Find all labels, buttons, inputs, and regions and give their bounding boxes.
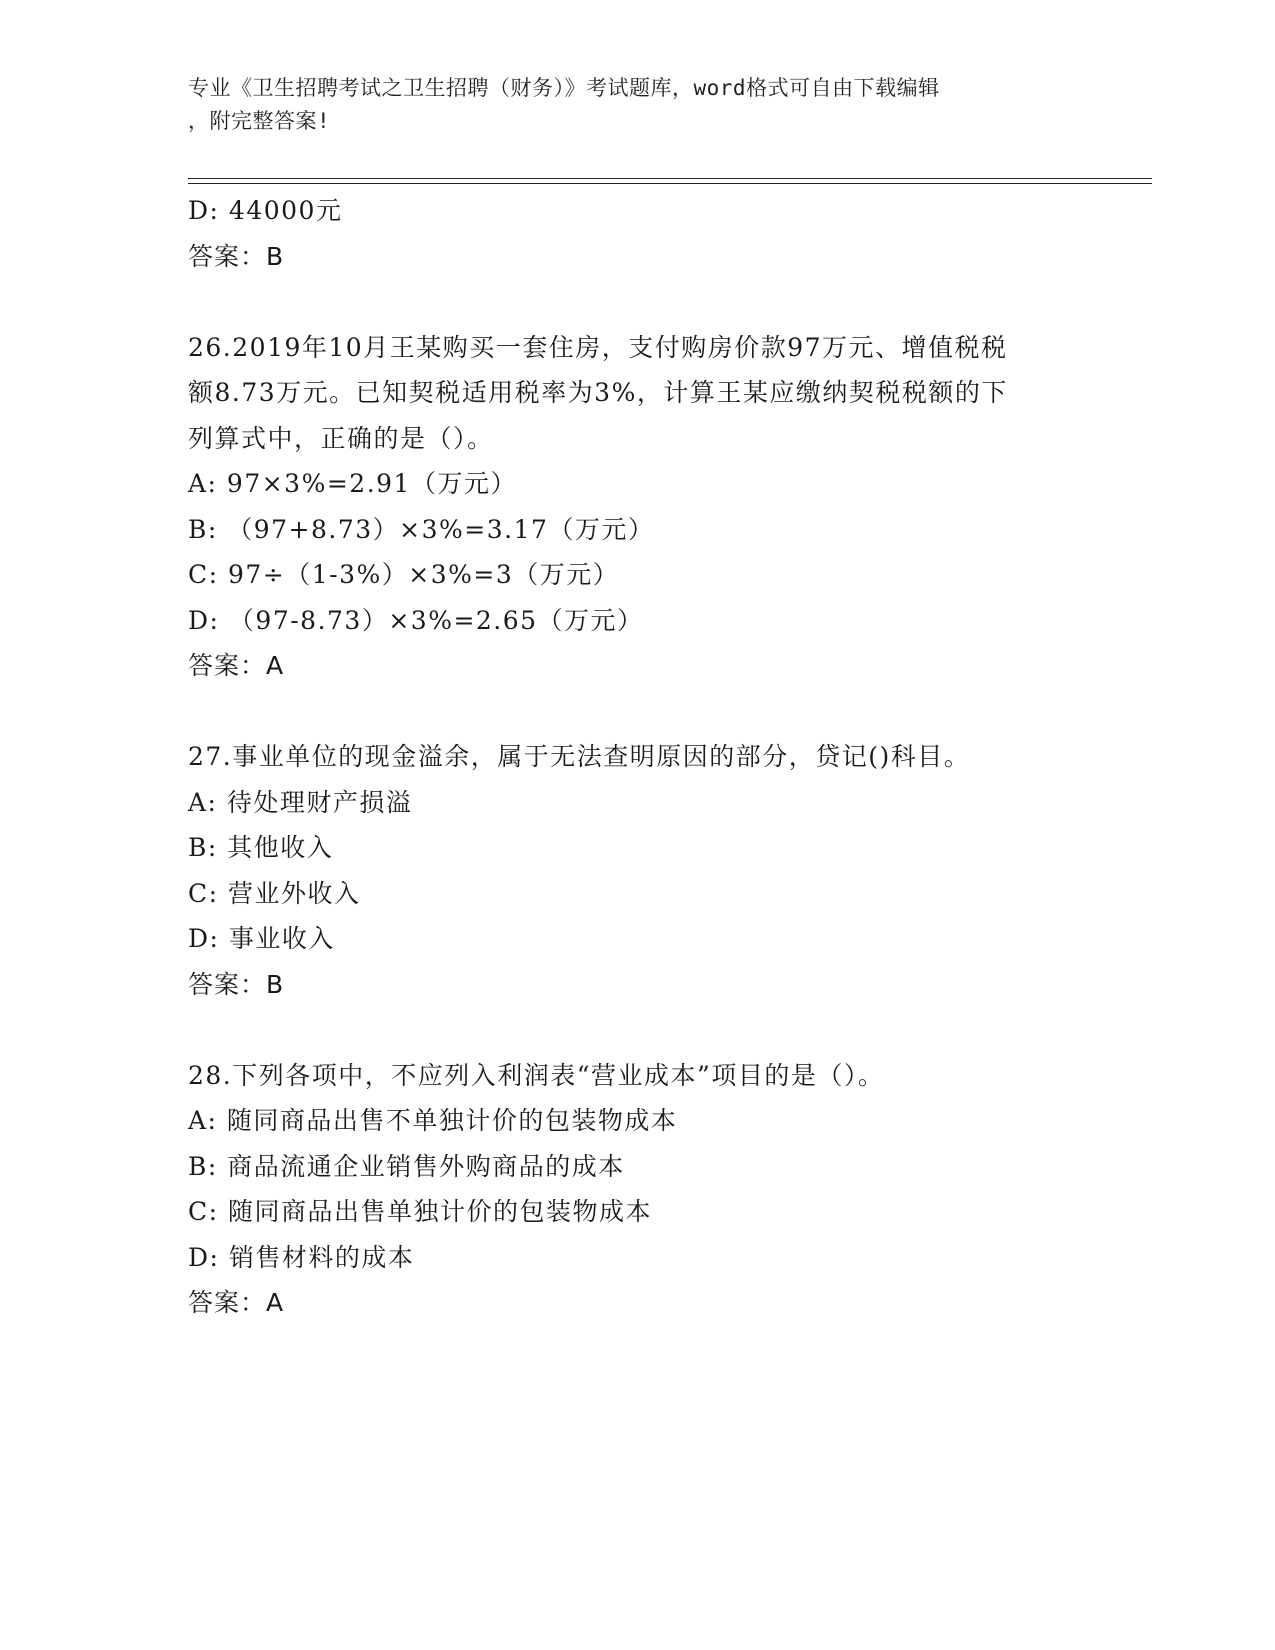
option-d: D: 事业收入 — [188, 924, 335, 953]
carryover-option-d: D: 44000元 — [188, 196, 343, 225]
spacer — [188, 1007, 1088, 1053]
option-c: C: 营业外收入 — [188, 878, 361, 908]
document-body — [188, 188, 1088, 1326]
question-stem-line: 28.下列各项中，不应列入利润表“营业成本”项目的是（）。 — [188, 1060, 885, 1090]
question-stem-line: 列算式中，正确的是（）。 — [188, 423, 494, 453]
option-a: A: 97×3%=2.91（万元） — [188, 469, 517, 498]
option-d: D: 销售材料的成本 — [188, 1242, 415, 1272]
header-rule-thin — [188, 183, 1152, 184]
spacer — [188, 279, 1088, 325]
question-stem-line: 26.2019年10月王某购买一套住房，支付购房价款97万元、增值税税 — [188, 332, 1008, 362]
option-b: B: 其他收入 — [188, 833, 334, 862]
question-answer: 答案：A — [188, 651, 285, 680]
header-rule-thick — [188, 178, 1152, 179]
header-title-line: 专业《卫生招聘考试之卫生招聘（财务）》考试题库，word格式可自由下载编辑 — [188, 76, 940, 100]
option-d: D: （97-8.73）×3%=2.65（万元） — [188, 605, 644, 635]
header-subtitle-line: ，附完整答案! — [188, 109, 331, 133]
carryover-answer: 答案：B — [188, 241, 285, 271]
option-a: A: 待处理财产损溢 — [188, 787, 413, 817]
spacer — [188, 689, 1088, 735]
question-stem-line: 额8.73万元。已知契税适用税率为3%，计算王某应缴纳契税税额的下 — [188, 378, 1008, 407]
question-26 — [188, 325, 1088, 689]
page-header — [188, 72, 1068, 138]
option-c: C: 97÷（1-3%）×3%=3（万元） — [188, 560, 620, 589]
question-28 — [188, 1053, 1088, 1326]
option-a: A: 随同商品出售不单独计价的包装物成本 — [188, 1106, 678, 1135]
option-b: B: （97+8.73）×3%=3.17（万元） — [188, 514, 655, 544]
option-b: B: 商品流通企业销售外购商品的成本 — [188, 1151, 625, 1181]
option-c: C: 随同商品出售单独计价的包装物成本 — [188, 1197, 652, 1226]
question-stem-line: 27.事业单位的现金溢余，属于无法查明原因的部分，贷记()科目。 — [188, 742, 971, 771]
question-answer: 答案：A — [188, 1288, 285, 1317]
question-answer: 答案：B — [188, 969, 285, 999]
question-27 — [188, 734, 1088, 1007]
